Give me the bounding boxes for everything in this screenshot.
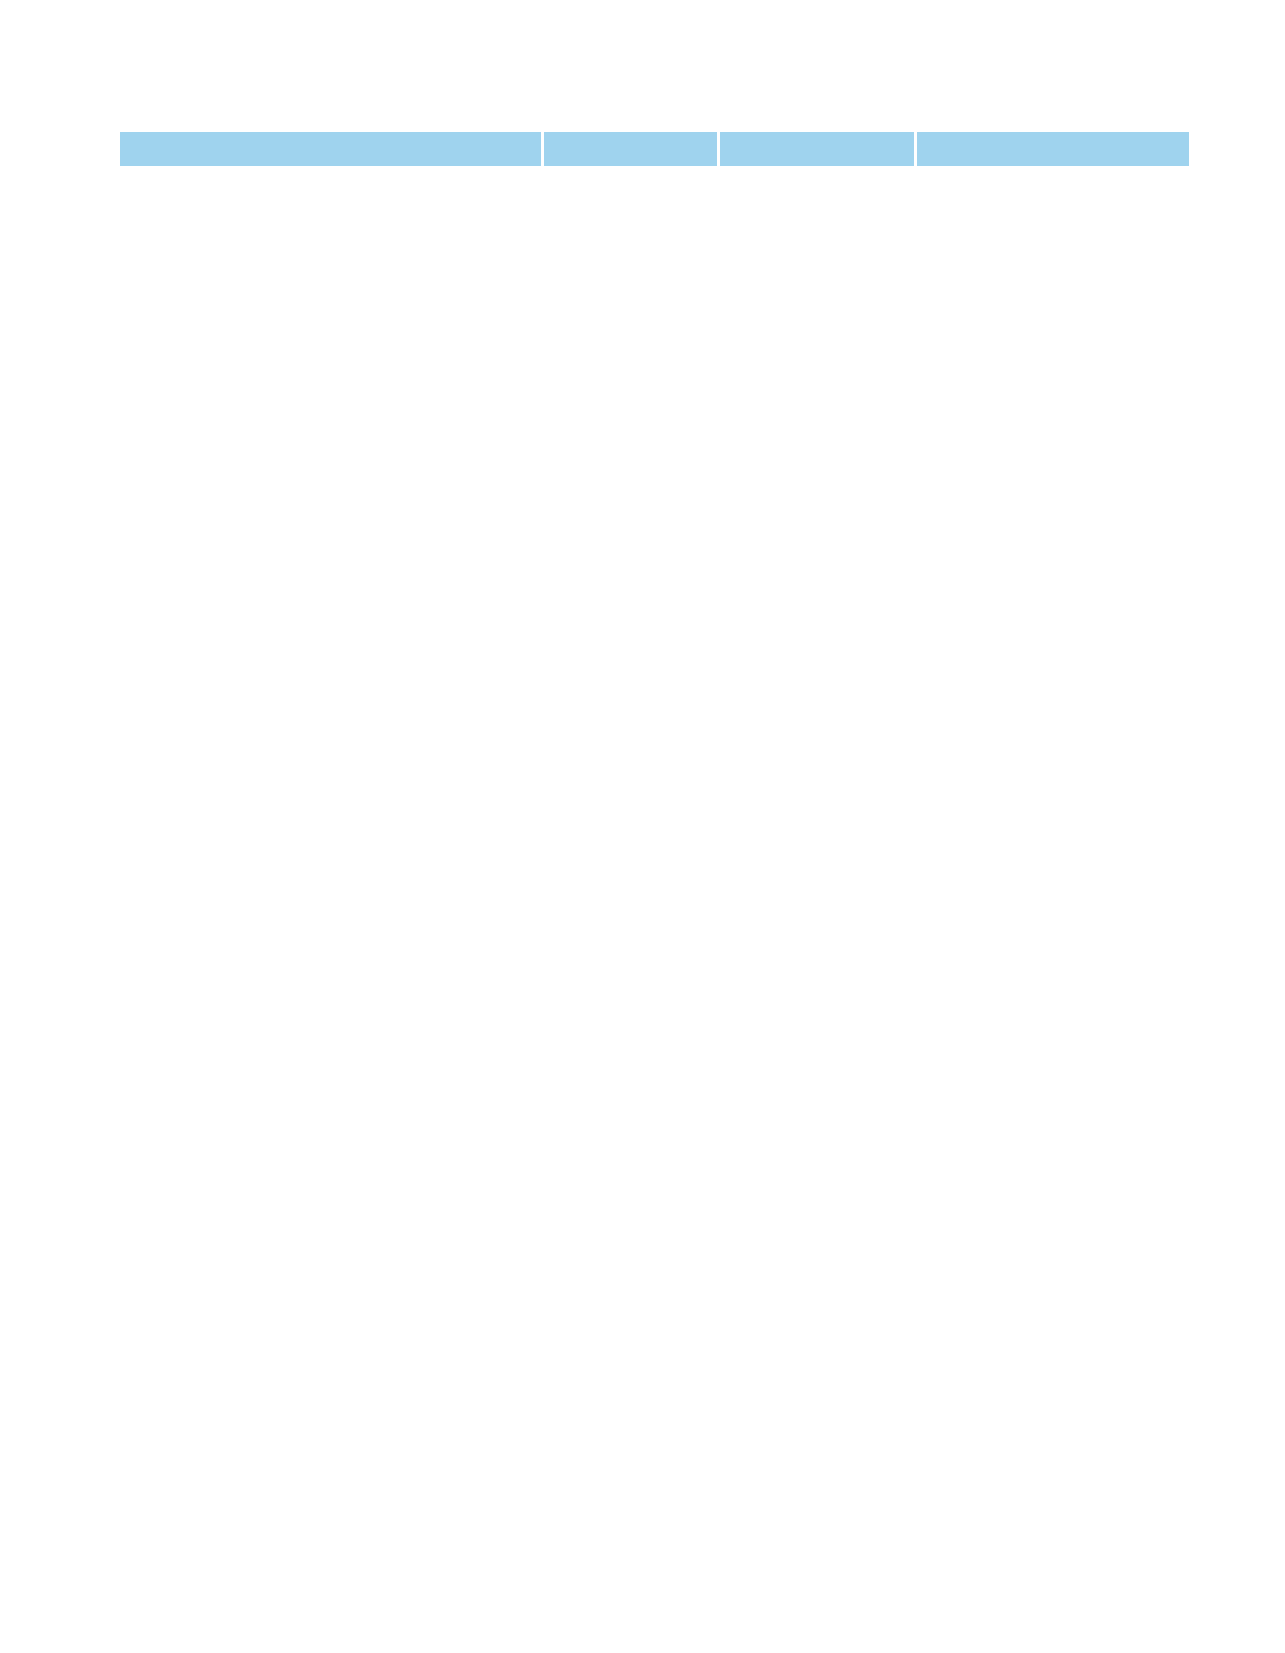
column-header-question-syllabus — [120, 132, 544, 166]
table-header — [120, 132, 1189, 166]
language-map-table — [120, 132, 1189, 166]
column-header-speaking-skills — [917, 132, 1189, 166]
page-header — [120, 82, 146, 132]
column-header-vocabulary — [544, 132, 720, 166]
column-header-grammar — [720, 132, 917, 166]
